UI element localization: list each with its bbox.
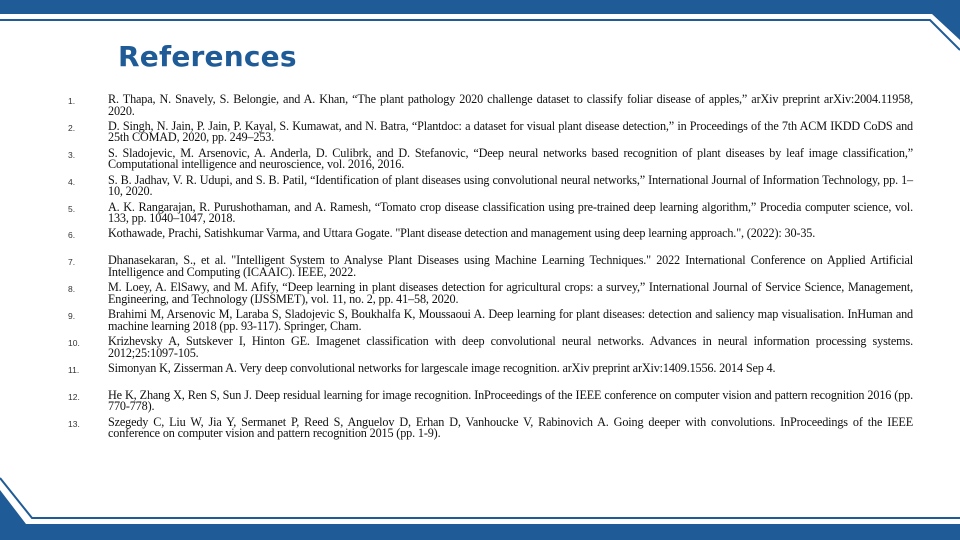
reference-text: Simonyan K, Zisserman A. Very deep convolutional networks for largescale image recognition. arXiv preprint arXiv:1409.1556. 2014 Sep 4. xyxy=(108,360,776,375)
reference-item xyxy=(68,387,913,417)
reference-text: Brahimi M, Arsenovic M, Laraba S, Sladojevic S, Boukhalfa K, Moussaoui A. Deep learning for plant diseases: detection and saliency map visualisation. InHuman and machine learning 2018 (pp. 93-117). Springer, Cham. xyxy=(108,307,913,333)
reference-number: 5. xyxy=(68,203,76,214)
reference-number: 9. xyxy=(68,311,76,322)
reference-item xyxy=(68,118,913,148)
reference-item xyxy=(68,94,913,121)
reference-item xyxy=(68,336,913,363)
reference-number: 13. xyxy=(68,418,80,429)
reference-text: He K, Zhang X, Ren S, Sun J. Deep residual learning for image recognition. InProceedings of the IEEE conference on computer vision and pattern recognition 2016 (pp. 770-778). xyxy=(108,387,913,414)
top-banner xyxy=(0,0,960,40)
reference-number: 10. xyxy=(68,338,80,349)
reference-number: 4. xyxy=(68,176,76,187)
reference-text: D. Singh, N. Jain, P. Jain, P. Kayal, S. Kumawat, and N. Batra, “Plantdoc: a dataset for visual plant disease detection,” in Proceedings of the 7th ACM IKDD CoDS and 25th COMAD, 2020, pp. 249–253. xyxy=(108,118,913,145)
reference-text: Kothawade, Prachi, Satishkumar Varma, and Uttara Gogate. "Plant disease detection and management using deep learning approach.", (2022): 30-35. xyxy=(108,226,816,241)
reference-text: S. Sladojevic, M. Arsenovic, A. Anderla, D. Culibrk, and D. Stefanovic, “Deep neural networks based recognition of plant diseases by leaf image classification,” Computational intelligence and neuroscience, vol. 2016, 2016. xyxy=(108,145,913,172)
reference-number: 11. xyxy=(68,364,80,375)
reference-item xyxy=(68,172,913,202)
reference-text: A. K. Rangarajan, R. Purushothaman, and A. Ramesh, “Tomato crop disease classification using pre-trained deep learning algorithm,” Procedia computer science, vol. 133, pp. 1040–1047, 2018. xyxy=(108,199,913,226)
reference-number: 1. xyxy=(68,96,76,106)
reference-list xyxy=(68,94,913,444)
bottom-accent-line xyxy=(0,478,960,518)
reference-number: 2. xyxy=(68,122,76,133)
reference-number: 7. xyxy=(68,257,76,268)
reference-text: R. Thapa, N. Snavely, S. Belongie, and A. Khan, “The plant pathology 2020 challenge dataset to classify foliar disease of apples,” arXiv preprint arXiv:2004.11958, 2020. xyxy=(108,92,913,118)
bottom-banner xyxy=(0,490,960,540)
reference-item xyxy=(68,309,913,336)
reference-text: S. B. Jadhav, V. R. Udupi, and S. B. Patil, “Identification of plant diseases using convolutional neural networks,” International Journal of Information Technology, pp. 1–10, 2020. xyxy=(108,172,913,199)
slide-title: References xyxy=(118,40,297,73)
reference-number: 6. xyxy=(68,230,76,241)
reference-text: Krizhevsky A, Sutskever I, Hinton GE. Imagenet classification with deep convolutional neural networks. Advances in neural information processing systems. 2012;25:1097-105. xyxy=(108,334,913,360)
reference-item xyxy=(68,255,913,282)
reference-number: 12. xyxy=(68,391,80,402)
reference-item xyxy=(68,360,913,390)
reference-item xyxy=(68,282,913,309)
reference-text: M. Loey, A. ElSawy, and M. Afify, “Deep learning in plant diseases detection for agricultural crops: a survey,” International Journal of Service Science, Management, Engineering, and Technology (IJSSMET), vol. 11, no. 2, pp. 41–58, 2020. xyxy=(108,280,913,306)
reference-item xyxy=(68,145,913,175)
reference-text: Szegedy C, Liu W, Jia Y, Sermanet P, Reed S, Anguelov D, Erhan D, Vanhoucke V, Rabinovich A. Going deeper with convolutions. InProceedings of the IEEE conference on computer vision and pattern recognition 2015 (pp. 1-9). xyxy=(108,414,913,441)
reference-item xyxy=(68,414,913,444)
reference-text: Dhanasekaran, S., et al. "Intelligent System to Analyse Plant Diseases using Machine Learning Techniques." 2022 International Conference on Applied Artificial Intelligence and Computing (ICAAIC). IEEE, 2022. xyxy=(108,253,913,279)
reference-number: 8. xyxy=(68,284,76,295)
reference-number: 3. xyxy=(68,149,76,160)
reference-item xyxy=(68,228,913,255)
reference-item xyxy=(68,199,913,229)
